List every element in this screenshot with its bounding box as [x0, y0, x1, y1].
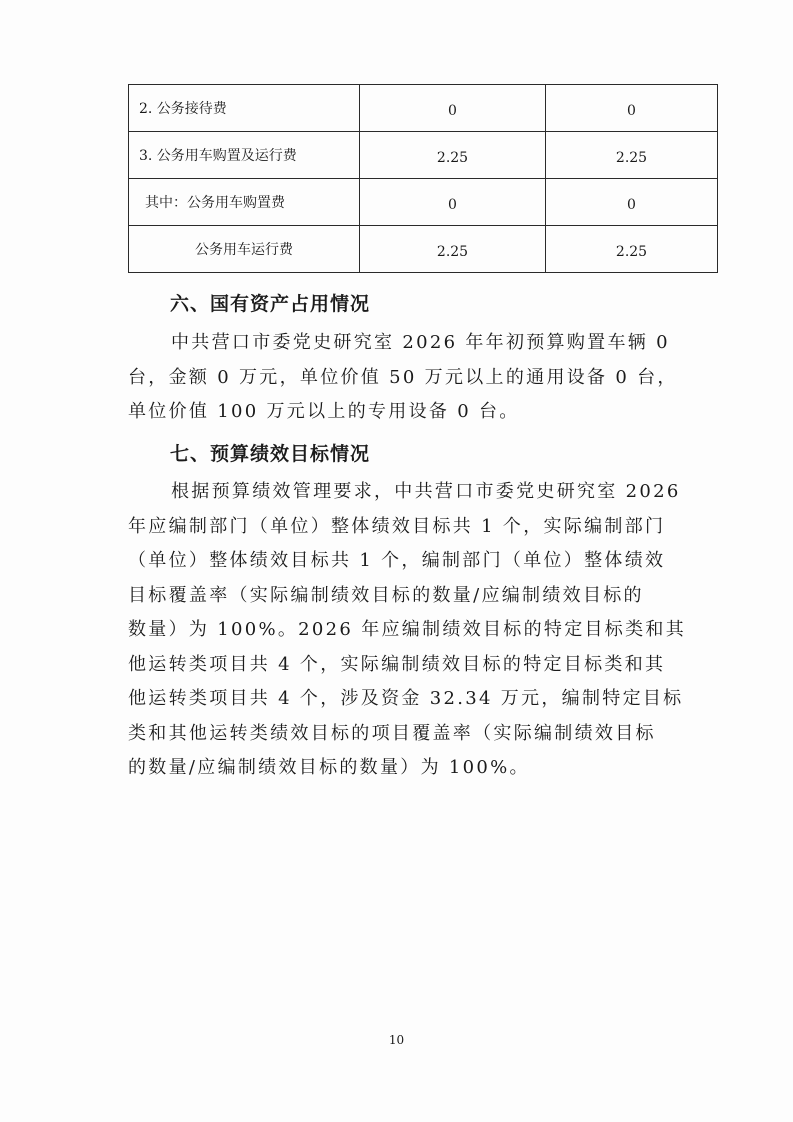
expense-table	[128, 84, 718, 273]
paragraph-line: 他运转类项目共 4 个，涉及资金 32.34 万元，编制特定目标	[128, 688, 684, 709]
row-value-1: 0	[360, 85, 546, 132]
row-label: 公务用车运行费	[129, 226, 360, 273]
paragraph-line: 年应编制部门（单位）整体绩效目标共 1 个，实际编制部门	[128, 515, 666, 537]
paragraph-line: 台，金额 0 万元，单位价值 50 万元以上的通用设备 0 台，	[128, 366, 678, 388]
page-number: 10	[388, 1033, 405, 1047]
row-value-2: 0	[546, 179, 718, 226]
section-7-paragraph	[128, 475, 688, 786]
row-label: 2. 公务接待费	[129, 85, 360, 132]
paragraph-line: 类和其他运转类绩效目标的项目覆盖率（实际编制绩效目标	[128, 722, 656, 744]
section-7-heading: 七、预算绩效目标情况	[170, 443, 371, 465]
row-label: 其中：公务用车购置费	[129, 179, 360, 226]
paragraph-line: 的数量/应编制绩效目标的数量）为 100%。	[128, 757, 530, 778]
paragraph-line: 他运转类项目共 4 个，实际编制绩效目标的特定目标类和其	[128, 653, 666, 675]
paragraph-line: 目标覆盖率（实际编制绩效目标的数量/应编制绩效目标的	[128, 584, 644, 606]
paragraph-line: 中共营口市委党史研究室 2026 年年初预算购置车辆 0	[171, 332, 670, 353]
section-6-paragraph	[128, 326, 688, 430]
row-value-1: 0	[360, 179, 546, 226]
table-row	[129, 179, 718, 226]
row-value-1: 2.25	[360, 226, 546, 273]
table-row	[129, 132, 718, 179]
row-value-1: 2.25	[360, 132, 546, 179]
paragraph-line: （单位）整体绩效目标共 1 个，编制部门（单位）整体绩效	[128, 550, 666, 571]
row-value-2: 2.25	[546, 132, 718, 179]
paragraph-line: 单位价值 100 万元以上的专用设备 0 台。	[128, 401, 520, 422]
paragraph-line: 数量）为 100%。2026 年应编制绩效目标的特定目标类和其	[128, 619, 687, 640]
row-value-2: 0	[546, 85, 718, 132]
row-label: 3. 公务用车购置及运行费	[129, 132, 360, 179]
paragraph-line: 根据预算绩效管理要求，中共营口市委党史研究室 2026	[171, 481, 681, 502]
row-value-2: 2.25	[546, 226, 718, 273]
table-row	[129, 226, 718, 273]
table-row	[129, 85, 718, 132]
section-6-heading: 六、国有资产占用情况	[170, 293, 371, 315]
